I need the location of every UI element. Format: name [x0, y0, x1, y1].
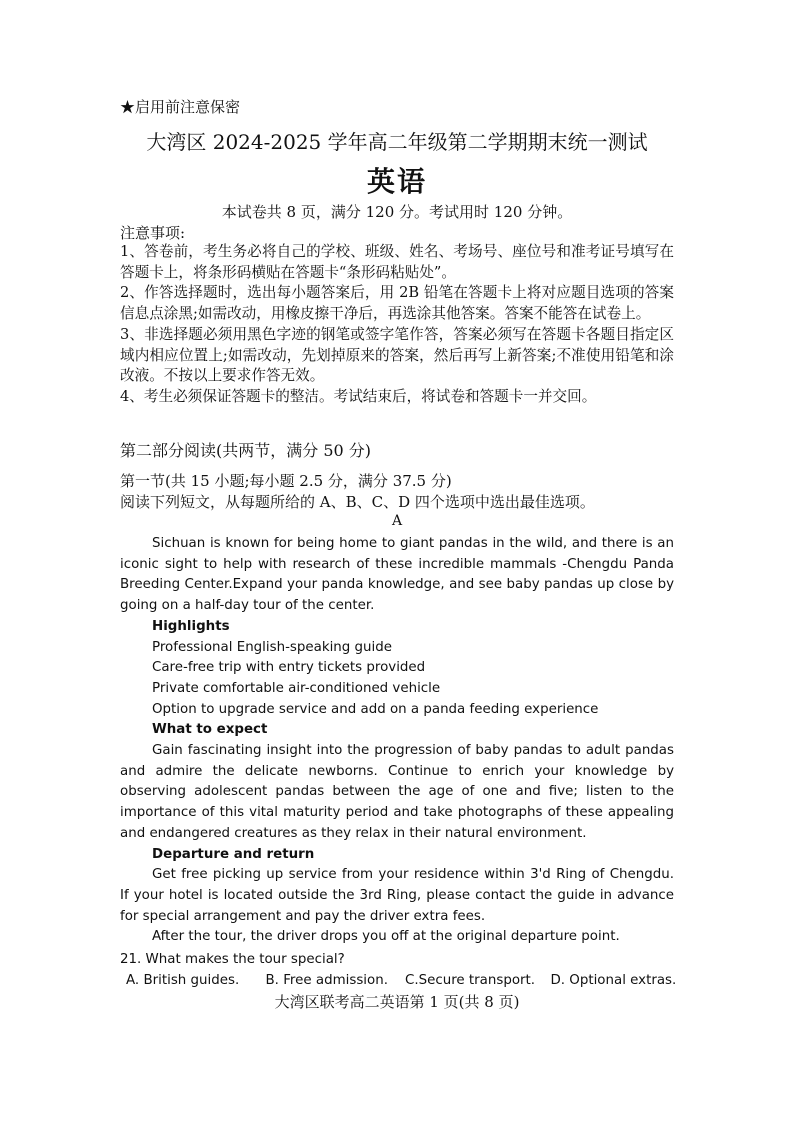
departure-heading: Departure and return [152, 846, 315, 862]
option-a: A. British guides. [126, 972, 240, 988]
after-text: After the tour, the driver drops you off at the original departure point. [152, 929, 620, 945]
expect-text: Gain fascinating insight into the progression of baby pandas to adult pandas and admire the delicate newborns. Continue to enrich your knowledge by observing adolescent pandas between the age of one and five; listen to the importance of this vital maturity period and take photographs of these appealing and endangered creatures as they relax in their natural environment. [120, 743, 674, 841]
question-stem: 21. What makes the tour special? [120, 952, 345, 967]
expect-heading: What to expect [152, 722, 268, 738]
part2-heading: 第二部分阅读(共两节，满分 50 分) [120, 441, 372, 460]
section1-heading: 第一节(共 15 小题;每小题 2.5 分，满分 37.5 分) [120, 472, 452, 490]
passage-letter: A [391, 513, 403, 529]
notes-list [120, 242, 674, 408]
note-item: 3、非选择题必须用黑色字迹的钢笔或签字笔作答，答案必须写在答题卡各题目指定区域内相应位置上;如需改动，先划掉原来的答案，然后再写上新答案;不准使用铅笔和涂改液。不按以上要求作答无效。 [120, 325, 674, 385]
highlight-item: Professional English-speaking guide [152, 639, 392, 655]
notes-heading: 注意事项: [120, 224, 186, 242]
note-item: 1、答卷前，考生务必将自己的学校、班级、姓名、考场号、座位号和准考证号填写在答题卡上，将条形码横贴在答题卡“条形码粘贴处”。 [120, 243, 674, 281]
section-instruction: 阅读下列短文，从每题所给的 A、B、C、D 四个选项中选出最佳选项。 [120, 493, 595, 511]
subject-title: 英语 [366, 165, 427, 198]
confidential-notice: ★启用前注意保密 [120, 98, 241, 116]
highlight-item: Care-free trip with entry tickets provided [152, 660, 426, 676]
exam-info: 本试卷共 8 页，满分 120 分。考试用时 120 分钟。 [221, 203, 573, 221]
exam-title: 大湾区 2024-2025 学年高二年级第二学期期末统一测试 [146, 130, 648, 154]
note-item: 4、考生必须保证答题卡的整洁。考试结束后，将试卷和答题卡一并交回。 [120, 387, 597, 405]
note-item: 2、作答选择题时，选出每小题答案后，用 2B 铅笔在答题卡上将对应题目选项的答案信息点涂黑;如需改动，用橡皮擦干净后，再选涂其他答案。答案不能答在试卷上。 [120, 284, 674, 323]
option-d: D. Optional extras. [550, 972, 677, 988]
question-options [120, 971, 680, 992]
page-footer: 大湾区联考高二英语第 1 页(共 8 页) [274, 993, 520, 1011]
option-b: B. Free admission. [265, 972, 388, 988]
passage-intro: Sichuan is known for being home to giant pandas in the wild, and there is an iconic sight to help with research of these incredible mammals -Chengdu Panda Breeding Center.Expand your panda knowledge, and see baby pandas up close by going on a half-day tour of the center. [120, 536, 674, 614]
option-c: C.Secure transport. [405, 972, 536, 988]
reading-passage [120, 534, 674, 948]
highlights-heading: Highlights [152, 618, 230, 634]
highlight-item: Option to upgrade service and add on a panda feeding experience [152, 701, 599, 717]
departure-text: Get free picking up service from your residence within 3'd Ring of Chengdu. If your hotel is located outside the 3rd Ring, please contact the guide in advance for special arrangement and pay the driver extra fees. [120, 867, 674, 924]
highlight-item: Private comfortable air-conditioned vehicle [152, 680, 441, 696]
question-21 [120, 950, 680, 991]
